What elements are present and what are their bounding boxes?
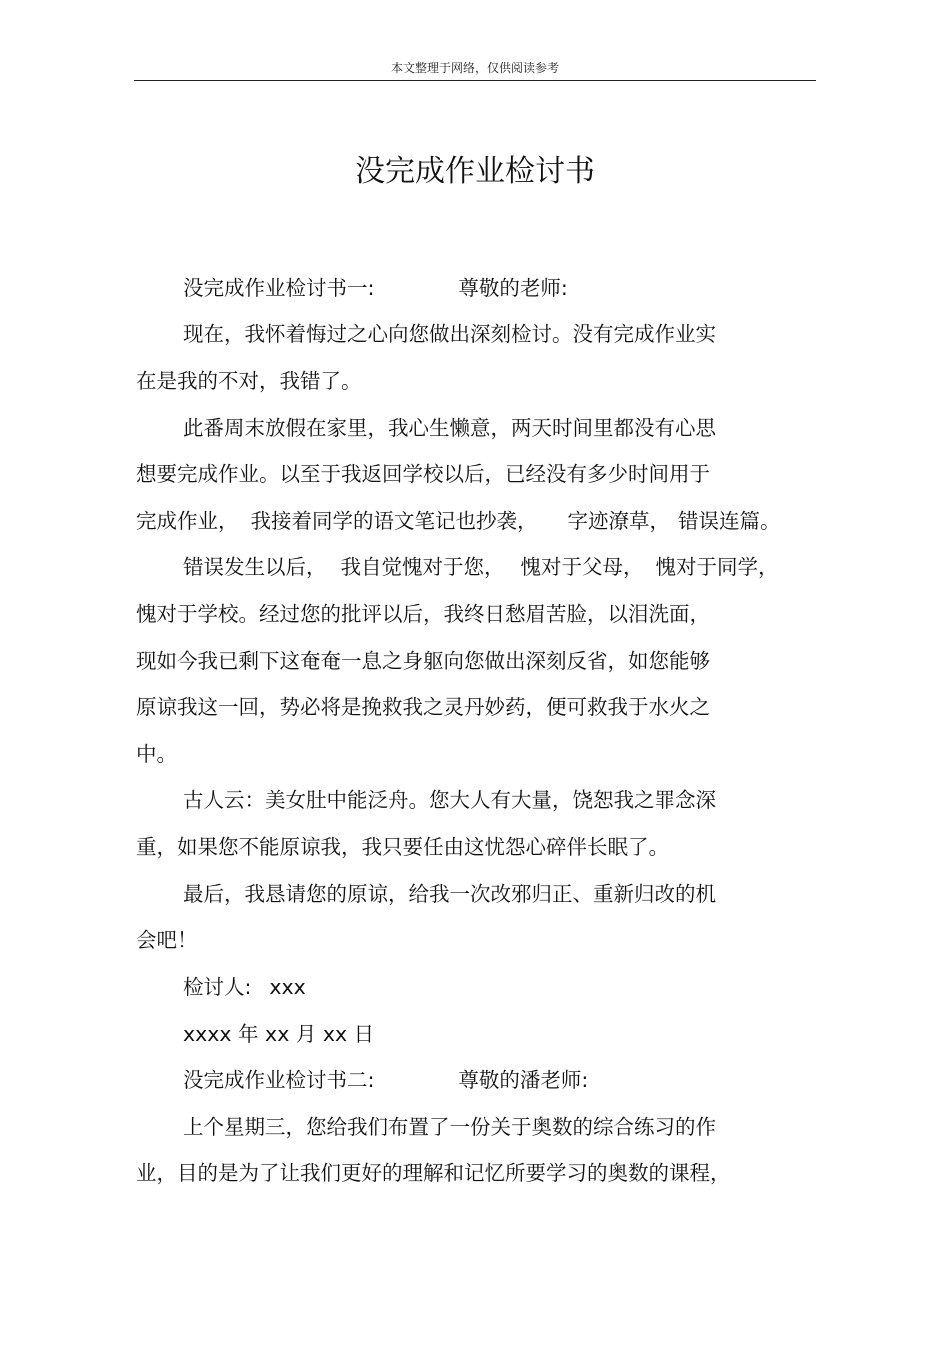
text-segment: 完成作业， (136, 509, 239, 533)
paragraph-line (183, 553, 779, 581)
paragraph-line: 业，目的是为了让我们更好的理解和记忆所要学习的奥数的课程， (136, 1161, 731, 1185)
paragraph-line: 现在，我怀着悔过之心向您做出深刻检讨。没有完成作业实 (183, 322, 716, 346)
paragraph-line: 会吧！ (136, 928, 198, 952)
letter1-salutation: 尊敬的老师: (458, 276, 568, 300)
letter2-heading: 没完成作业检讨书二: (183, 1068, 375, 1092)
letter1-heading-line (183, 274, 568, 302)
paragraph-line: 最后，我恳请您的原谅，给我一次改邪归正、重新归改的机 (183, 882, 716, 906)
letter2-salutation: 尊敬的潘老师: (458, 1068, 589, 1092)
paragraph-line: 现如今我已剩下这奄奄一息之身躯向您做出深刻反省，如您能够 (136, 649, 710, 673)
text-segment: 字迹潦草， (567, 509, 670, 533)
paragraph-line: 上个星期三，您给我们布置了一份关于奥数的综合练习的作 (183, 1115, 716, 1139)
header-note: 本文整理于网络，仅供阅读参考 (390, 61, 559, 75)
paragraph-line: 想要完成作业。以至于我返回学校以后，已经没有多少时间用于 (136, 462, 710, 486)
page-header (134, 58, 816, 81)
signer-label: 检讨人: (183, 975, 252, 999)
paragraph-line: 在是我的不对，我错了。 (136, 369, 362, 393)
text-segment: 我接着同学的语文笔记也抄袭， (250, 509, 538, 533)
text-segment: 愧对于父母， (520, 555, 644, 579)
signer-name: xxx (269, 975, 306, 999)
paragraph-line: 此番周末放假在家里，我心生懒意，两天时间里都没有心思 (183, 416, 716, 440)
paragraph-line: 古人云：美女肚中能泛舟。您大人有大量，饶恕我之罪念深 (183, 788, 716, 812)
letter1-heading: 没完成作业检讨书一: (183, 276, 375, 300)
paragraph-line: 原谅我这一回，势必将是挽救我之灵丹妙药，便可救我于水火之 (136, 695, 710, 719)
text-segment: 愧对于同学， (655, 555, 779, 579)
text-segment: 我自觉愧对于您， (340, 555, 505, 579)
paragraph-line: 中。 (136, 742, 177, 766)
document-title: 没完成作业检讨书 (355, 154, 595, 189)
date-line: xxxx 年 xx 月 xx 日 (183, 1022, 375, 1046)
text-segment: 错误连篇。 (678, 509, 781, 533)
signer-line (183, 973, 306, 1001)
paragraph-line: 愧对于学校。经过您的批评以后，我终日愁眉苦脸，以泪洗面， (136, 602, 710, 626)
text-segment: 错误发生以后， (183, 555, 327, 579)
letter2-heading-line (183, 1066, 588, 1094)
paragraph-line (136, 507, 781, 535)
paragraph-line: 重，如果您不能原谅我，我只要任由这忧怨心碎伴长眠了。 (136, 835, 669, 859)
